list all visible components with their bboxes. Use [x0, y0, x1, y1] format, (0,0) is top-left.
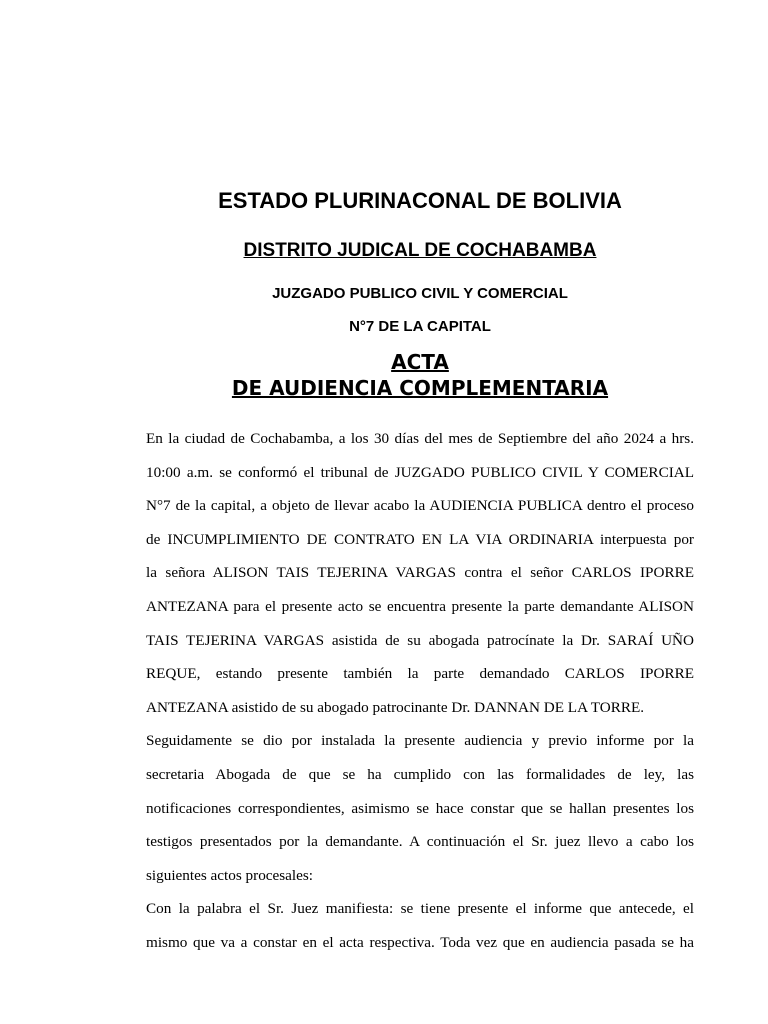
- header-court: JUZGADO PUBLICO CIVIL Y COMERCIAL: [272, 285, 568, 302]
- header-court-number: N°7 DE LA CAPITAL: [349, 318, 491, 335]
- header-district: DISTRITO JUDICAL DE COCHABAMBA: [243, 240, 597, 261]
- body-line: Con la palabra el Sr. Juez manifiesta: se tiene presente el informe que antecede, el: [146, 900, 694, 918]
- body-line: N°7 de la capital, a objeto de llevar acabo la AUDIENCIA PUBLICA dentro el proceso: [146, 497, 694, 515]
- document-subtitle: DE AUDIENCIA COMPLEMENTARIA: [231, 376, 609, 400]
- body-line: mismo que va a constar en el acta respectiva. Toda vez que en audiencia pasada se ha: [146, 933, 694, 951]
- body-line: En la ciudad de Cochabamba, a los 30 días del mes de Septiembre del año 2024 a hrs.: [146, 430, 694, 447]
- body-line: notificaciones correspondientes, asimismo se hace constar que se hallan presentes los: [146, 799, 694, 817]
- body-line: secretaria Abogada de que se ha cumplido con las formalidades de ley, las: [146, 765, 694, 783]
- body-line: ANTEZANA asistido de su abogado patrocinante Dr. DANNAN DE LA TORRE.: [146, 698, 645, 716]
- document-title: ACTA: [391, 350, 449, 374]
- document-body: [146, 422, 694, 960]
- body-line: siguientes actos procesales:: [146, 866, 314, 884]
- body-line: REQUE, estando presente también la parte demandado CARLOS IPORRE: [146, 665, 694, 683]
- body-line: Seguidamente se dio por instalada la presente audiencia y previo informe por la: [146, 732, 694, 750]
- header-country: ESTADO PLURINACONAL DE BOLIVIA: [218, 188, 622, 213]
- body-line: testigos presentados por la demandante. A continuación el Sr. juez llevo a cabo los: [146, 833, 694, 851]
- body-line: 10:00 a.m. se conformó el tribunal de JUZGADO PUBLICO CIVIL Y COMERCIAL: [146, 463, 694, 481]
- body-line: TAIS TEJERINA VARGAS asistida de su abogada patrocínate la Dr. SARAÍ UÑO: [146, 631, 694, 649]
- body-line: de INCUMPLIMIENTO DE CONTRATO EN LA VIA ORDINARIA interpuesta por: [146, 530, 694, 548]
- body-line: la señora ALISON TAIS TEJERINA VARGAS contra el señor CARLOS IPORRE: [146, 564, 694, 582]
- body-line: ANTEZANA para el presente acto se encuentra presente la parte demandante ALISON: [146, 597, 694, 615]
